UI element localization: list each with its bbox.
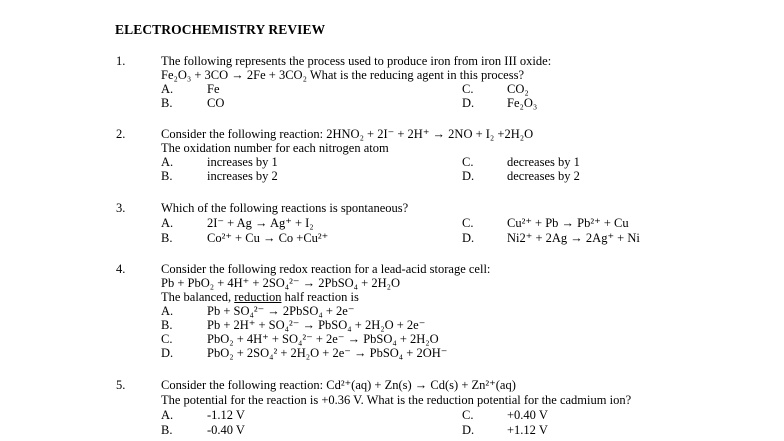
question-stem-line: The potential for the reaction is +0.36 V. What is the reduction potential for the cadmium ion? xyxy=(161,393,632,407)
option-value: Ni2⁺ + 2Ag → 2Ag⁺ + Ni xyxy=(507,231,640,245)
option-letter: B. xyxy=(161,231,173,245)
question-stem-line: Consider the following reaction: Cd²⁺(aq) + Zn(s) → Cd(s) + Zn²⁺(aq) xyxy=(161,378,516,392)
document-title: ELECTROCHEMISTRY REVIEW xyxy=(115,22,326,37)
option-letter: B. xyxy=(161,423,173,437)
option-letter: D. xyxy=(462,169,475,183)
option-value: decreases by 1 xyxy=(507,155,580,169)
option-value: Pb + SO₄²⁻ → 2PbSO₄ + 2e⁻ xyxy=(207,304,355,318)
option-letter: B. xyxy=(161,169,173,183)
option-letter: A. xyxy=(161,304,174,318)
option-value: +0.40 V xyxy=(507,408,548,422)
option-value: Cu²⁺ + Pb → Pb²⁺ + Cu xyxy=(507,216,629,230)
option-value: -0.40 V xyxy=(207,423,245,437)
option-value: decreases by 2 xyxy=(507,169,580,183)
option-letter: A. xyxy=(161,216,174,230)
option-letter: C. xyxy=(161,332,173,346)
option-letter: C. xyxy=(462,82,474,96)
option-letter: D. xyxy=(161,346,174,360)
question-number: 5. xyxy=(116,378,126,392)
option-letter: A. xyxy=(161,155,174,169)
option-letter: C. xyxy=(462,216,474,230)
question-number: 4. xyxy=(116,262,126,276)
option-letter: C. xyxy=(462,155,474,169)
question-stem-line: The oxidation number for each nitrogen atom xyxy=(161,141,389,155)
question-stem-line: The balanced, reduction half reaction is xyxy=(161,290,359,304)
question-number: 3. xyxy=(116,201,126,215)
option-value: PbO₂ + 2SO₄² + 2H₂O + 2e⁻ → PbSO₄ + 2OH⁻ xyxy=(207,346,448,360)
question-stem-line: Fe₂O₃ + 3CO → 2Fe + 3CO₂ What is the reducing agent in this process? xyxy=(161,68,525,82)
option-letter: B. xyxy=(161,96,173,110)
question-number: 1. xyxy=(116,54,126,68)
option-value: Fe₂O₃ xyxy=(507,96,538,110)
option-letter: B. xyxy=(161,318,173,332)
option-value: Fe xyxy=(207,82,220,96)
option-value: Pb + 2H⁺ + SO₄²⁻ → PbSO₄ + 2H₂O + 2e⁻ xyxy=(207,318,426,332)
option-value: increases by 2 xyxy=(207,169,278,183)
question-stem-line: Pb + PbO₂ + 4H⁺ + 2SO₄²⁻ → 2PbSO₄ + 2H₂O xyxy=(161,276,400,290)
option-value: increases by 1 xyxy=(207,155,278,169)
question-stem-line: Consider the following redox reaction for a lead-acid storage cell: xyxy=(161,262,491,276)
option-value: 2I⁻ + Ag → Ag⁺ + I₂ xyxy=(207,216,314,230)
option-value: Co²⁺ + Cu → Co +Cu²⁺ xyxy=(207,231,329,245)
option-letter: A. xyxy=(161,408,174,422)
underlined-word: reduction xyxy=(234,290,282,304)
option-value: PbO₂ + 4H⁺ + SO₄²⁻ + 2e⁻ → PbSO₄ + 2H₂O xyxy=(207,332,439,346)
option-letter: D. xyxy=(462,231,475,245)
option-letter: A. xyxy=(161,82,174,96)
option-letter: D. xyxy=(462,96,475,110)
question-stem-line: Consider the following reaction: 2HNO₂ + 2I⁻ + 2H⁺ → 2NO + I₂ +2H₂O xyxy=(161,127,534,141)
question-number: 2. xyxy=(116,127,126,141)
question-stem-line: Which of the following reactions is spontaneous? xyxy=(161,201,409,215)
option-value: CO₂ xyxy=(507,82,529,96)
option-value: +1.12 V xyxy=(507,423,548,437)
option-letter: C. xyxy=(462,408,474,422)
question-stem-line: The following represents the process used to produce iron from iron III oxide: xyxy=(161,54,552,68)
option-value: -1.12 V xyxy=(207,408,245,422)
option-letter: D. xyxy=(462,423,475,437)
option-value: CO xyxy=(207,96,225,110)
